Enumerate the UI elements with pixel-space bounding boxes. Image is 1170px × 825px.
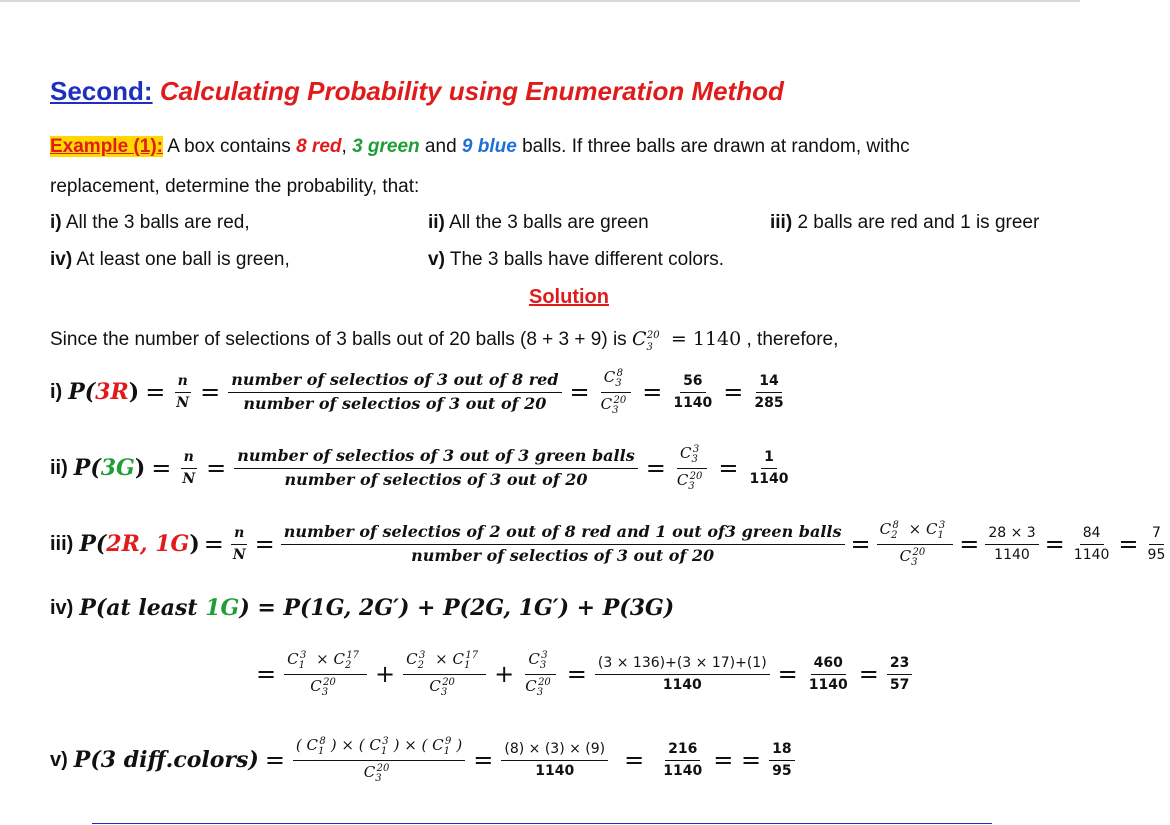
numerator: 460 xyxy=(811,655,846,674)
question-text: At least one ball is green, xyxy=(72,249,290,270)
numerator: $C_2^8 \times C_1^3$ xyxy=(877,520,954,545)
event-3r: 3R xyxy=(95,379,129,405)
bottom-rule xyxy=(92,823,992,824)
equals: = xyxy=(858,660,879,688)
denominator: N xyxy=(176,394,190,411)
numerator: n xyxy=(181,449,197,468)
equals: = xyxy=(566,660,587,688)
numerator: number of selectios of 2 out of 8 red and 1 out of3 green balls xyxy=(281,523,845,544)
numerator: 216 xyxy=(665,741,700,760)
question-4 xyxy=(50,249,290,271)
numerator: number of selectios of 3 out of 8 red xyxy=(228,371,561,392)
numerator: $C_3^3$ xyxy=(525,650,555,675)
fraction-result xyxy=(769,741,794,778)
numerator: $C_3^3$ xyxy=(677,444,707,469)
equals: = xyxy=(569,378,590,406)
solution-label: Solution xyxy=(529,286,609,308)
heading-title: Calculating Probability using Enumeration Method xyxy=(159,76,784,106)
example-text: A box contains xyxy=(162,136,297,157)
question-number: i) xyxy=(50,212,62,233)
p-close: ) xyxy=(128,379,140,405)
part4-lhs xyxy=(79,595,674,621)
numerator: 84 xyxy=(1080,525,1104,544)
fraction-combinations xyxy=(293,736,465,784)
part-4 xyxy=(50,595,674,621)
denominator: $C_3^{20}$ xyxy=(310,676,336,698)
equals: = xyxy=(777,660,798,688)
equals: = xyxy=(264,746,285,774)
denominator: number of selectios of 3 out of 20 xyxy=(243,393,547,413)
denominator: 95 xyxy=(772,762,792,779)
part-label: iv) xyxy=(50,596,74,619)
denominator: 1140 xyxy=(994,546,1030,563)
question-5 xyxy=(428,249,724,271)
lhs-text: ) = P(1G, 2G′) + P(2G, 1G′) + P(3G) xyxy=(239,595,675,621)
fraction-value xyxy=(1071,525,1113,562)
part-label: v) xyxy=(50,748,68,771)
denominator: 1140 xyxy=(808,676,848,693)
part-2 xyxy=(50,444,793,492)
denominator: $C_3^{20}$ xyxy=(600,394,627,416)
fraction-combinations xyxy=(403,650,486,698)
denominator: N xyxy=(232,546,246,563)
part-5 xyxy=(50,736,797,784)
numerator: 56 xyxy=(680,373,705,392)
fraction-combinations xyxy=(674,444,711,492)
top-border xyxy=(0,0,1080,2)
numerator: number of selectios of 3 out of 3 green balls xyxy=(234,447,637,468)
fraction-words xyxy=(281,523,845,565)
equals: = xyxy=(1118,530,1139,558)
p-open: P( xyxy=(68,379,96,405)
example-text: , xyxy=(341,136,353,157)
question-number: iv) xyxy=(50,249,73,270)
part-1 xyxy=(50,368,789,416)
denominator: $C_3^{20}$ xyxy=(676,470,703,492)
denominator: 1140 xyxy=(673,394,713,411)
question-text: 2 balls are red and 1 is greer xyxy=(792,212,1040,233)
numerator: 28 × 3 xyxy=(985,525,1038,544)
blue-count: 9 blue xyxy=(461,136,517,157)
denominator: 1140 xyxy=(749,470,789,487)
question-text: All the 3 balls are green xyxy=(444,212,649,233)
numerator: ( $C_1^8$ ) × ( $C_1^3$ ) × ( $C_1^9$ ) xyxy=(293,736,465,761)
equals: = xyxy=(473,746,494,774)
denominator: 1140 xyxy=(535,762,575,779)
equals: = xyxy=(145,378,166,406)
fraction-combinations xyxy=(598,368,635,416)
fraction-combinations xyxy=(284,650,367,698)
event-2r-1g: 2R, 1G xyxy=(106,531,190,557)
equals: = xyxy=(718,454,739,482)
since-line xyxy=(50,328,838,353)
denominator: 1140 xyxy=(662,676,702,693)
fraction-result xyxy=(751,373,786,410)
denominator: number of selectios of 3 out of 20 xyxy=(284,469,588,489)
numerator: $C_2^3 \times C_1^{17}$ xyxy=(403,650,486,675)
fraction-combinations xyxy=(522,650,559,698)
equals: = xyxy=(959,530,980,558)
equals: = xyxy=(642,378,663,406)
part5-lhs: P(3 diff.colors) xyxy=(73,747,259,773)
fraction-expression xyxy=(595,655,770,692)
equals: = xyxy=(624,746,645,774)
example-text: and xyxy=(419,136,462,157)
equals: = xyxy=(645,454,666,482)
numerator: 1 xyxy=(761,449,777,468)
event-1g: 1G xyxy=(205,595,240,621)
question-number: v) xyxy=(428,249,445,270)
p-open: P( xyxy=(73,455,101,481)
since-tail: , therefore, xyxy=(741,329,839,350)
question-2 xyxy=(428,212,649,234)
question-number: iii) xyxy=(770,212,793,233)
numerator: (3 × 136)+(3 × 17)+(1) xyxy=(595,655,770,674)
fraction-expression xyxy=(501,741,608,778)
equals: = xyxy=(850,530,871,558)
part-label: iii) xyxy=(50,532,74,555)
part-label: ii) xyxy=(50,456,68,479)
denominator: 285 xyxy=(754,394,784,411)
denominator: number of selectios of 3 out of 20 xyxy=(411,545,715,565)
example-label: Example (1): xyxy=(50,136,163,157)
part3-lhs xyxy=(79,531,199,557)
red-count: 8 red xyxy=(296,136,342,157)
question-number: ii) xyxy=(428,212,445,233)
fraction-value xyxy=(660,741,705,778)
numerator: n xyxy=(231,525,247,544)
numerator: (8) × (3) × (9) xyxy=(501,741,608,760)
equals: = xyxy=(254,530,275,558)
fraction-n-over-N xyxy=(230,525,249,562)
fraction-result xyxy=(1145,525,1169,562)
section-heading xyxy=(50,76,784,107)
equals: = xyxy=(723,378,744,406)
p-open: P( xyxy=(79,531,107,557)
equals: = xyxy=(203,530,224,558)
fraction-result xyxy=(747,449,792,486)
since-text: Since the number of selections of 3 balls out of 20 balls (8 + 3 + 9) is xyxy=(50,329,632,350)
fraction-words xyxy=(234,447,637,489)
fraction-words xyxy=(228,371,561,413)
question-text: The 3 balls have different colors. xyxy=(444,249,725,270)
equals: = xyxy=(256,660,277,688)
equals: = xyxy=(1044,530,1065,558)
equals: = = xyxy=(713,746,762,774)
numerator: 7 xyxy=(1149,525,1164,544)
combination-20-3: $C_3^{20}$ xyxy=(631,328,660,353)
green-count: 3 green xyxy=(352,136,420,157)
example-text: balls. If three balls are drawn at random, withc xyxy=(516,136,910,157)
numerator: n xyxy=(175,373,191,392)
denominator: $C_3^{20}$ xyxy=(899,546,926,568)
question-1 xyxy=(50,212,250,234)
heading-prefix: Second: xyxy=(50,76,153,106)
numerator: 18 xyxy=(769,741,794,760)
equals: = xyxy=(200,378,221,406)
equals: = xyxy=(151,454,172,482)
fraction-n-over-N xyxy=(173,373,192,410)
part-4-expansion xyxy=(250,650,914,698)
fraction-value xyxy=(670,373,715,410)
denominator: 1140 xyxy=(1073,546,1110,563)
plus: + xyxy=(494,660,515,688)
since-math: = 1140 xyxy=(670,328,742,350)
numerator: 23 xyxy=(887,655,912,674)
plus: + xyxy=(375,660,396,688)
numerator: $C_1^3 \times C_2^{17}$ xyxy=(284,650,367,675)
part2-lhs xyxy=(74,455,145,481)
fraction-combinations xyxy=(877,520,954,568)
part1-lhs xyxy=(68,379,139,405)
equals: = xyxy=(206,454,227,482)
example-line-1 xyxy=(50,136,910,158)
denominator: 1140 xyxy=(663,762,703,779)
denominator: $C_3^{20}$ xyxy=(429,676,455,698)
fraction-result xyxy=(887,655,912,692)
fraction-value xyxy=(806,655,851,692)
denominator: 57 xyxy=(889,676,910,693)
numerator: $C_3^8$ xyxy=(601,368,631,393)
fraction-value xyxy=(985,525,1038,562)
part-label: i) xyxy=(50,380,63,403)
event-3g: 3G xyxy=(100,455,135,481)
lhs-text: P(at least xyxy=(79,595,206,621)
p-close: ) xyxy=(134,455,146,481)
denominator: N xyxy=(182,470,196,487)
example-line-2: replacement, determine the probability, that: xyxy=(50,176,420,197)
numerator: 14 xyxy=(756,373,781,392)
p-close: ) xyxy=(189,531,200,557)
denominator: $C_3^{20}$ xyxy=(525,676,551,698)
question-text: All the 3 balls are red, xyxy=(61,212,250,233)
fraction-n-over-N xyxy=(179,449,198,486)
denominator: 95 xyxy=(1147,546,1166,563)
denominator: $C_3^{20}$ xyxy=(363,762,390,784)
question-3 xyxy=(770,212,1039,234)
part-3 xyxy=(50,520,1170,568)
